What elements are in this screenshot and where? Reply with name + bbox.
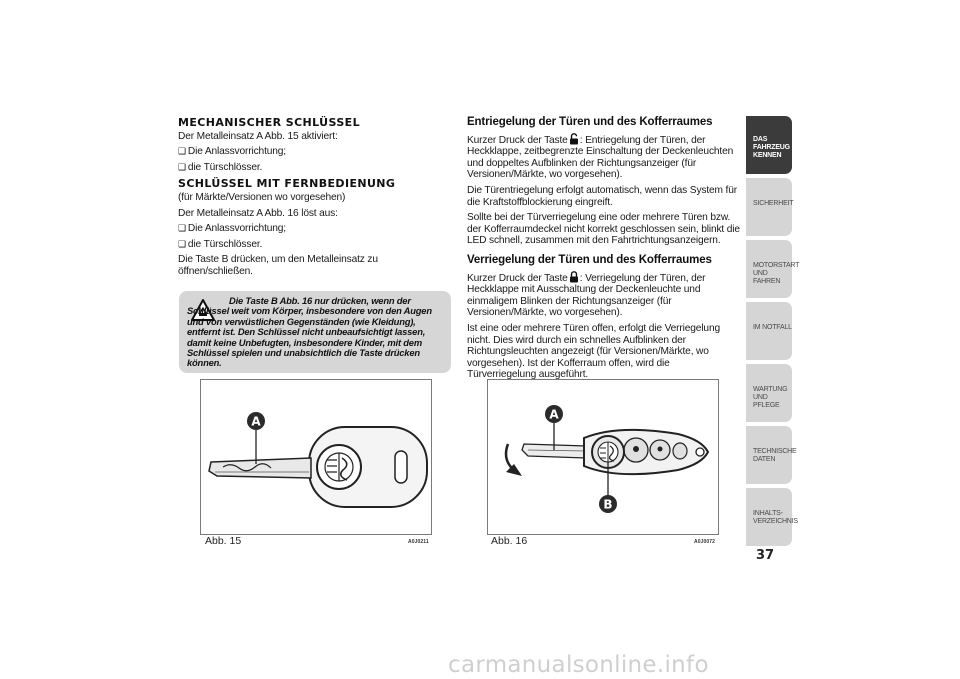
- heading-unlocking: Entriegelung der Türen und des Kofferraumes: [467, 116, 713, 128]
- label-b: B: [603, 497, 613, 512]
- paragraph: (für Märkte/Versionen wo vorgesehen): [178, 191, 346, 203]
- label-a-marker: [545, 405, 563, 423]
- tab-label: TECHNISCHE DATEN: [753, 448, 797, 463]
- paragraph: Sollte bei der Türverriegelung eine oder mehrere Türen bzw. der Kofferraumdeckel nicht korrekt geschlossen sein, blinkt die LED schnell, zusammen mit den Fahrtrichtungsanzeigern.: [467, 212, 740, 247]
- paragraph: Kurzer Druck der Taste : Entriegelung der Türen, der Heckklappe, zeitbegrenzte Einschaltung der Deckenleuchten und doppeltes Aufblinken der Richtungsanzeiger (für Versionen/Märkte, wo vorgesehen).: [467, 134, 734, 181]
- tab-das-fahrzeug-kennen[interactable]: [746, 116, 792, 174]
- remote-key-illustration: [488, 380, 718, 534]
- paragraph: Der Metalleinsatz A Abb. 16 löst aus:: [178, 207, 338, 219]
- tab-label: DAS FAHRZEUG KENNEN: [753, 136, 790, 159]
- tab-im-notfall[interactable]: [746, 302, 792, 360]
- tab-label: MOTORSTART UND FAHREN: [753, 262, 800, 285]
- tab-label: IM NOTFALL: [753, 324, 792, 331]
- figure-15: [200, 379, 432, 535]
- tab-label: SICHERHEIT: [753, 200, 794, 207]
- paragraph: Der Metalleinsatz A Abb. 15 aktiviert:: [178, 130, 338, 142]
- unlock-icon: [569, 133, 579, 145]
- lock-icon: [569, 271, 579, 283]
- paragraph: Die Taste B drücken, um den Metalleinsatz zu öffnen/schließen.: [178, 254, 378, 277]
- figure-16: [487, 379, 719, 535]
- tab-label: INHALTS- VERZEICHNIS: [753, 510, 798, 525]
- bullet-item: ❑ die Türschlösser.: [178, 162, 450, 174]
- heading-remote-key: SCHLÜSSEL MIT FERNBEDIENUNG: [178, 177, 396, 191]
- watermark: carmanualsonline.info: [448, 652, 709, 678]
- tab-wartung-und-pflege[interactable]: [746, 364, 792, 422]
- warning-text: Die Taste B Abb. 16 nur drücken, wenn der Schlüssel weit vom Körper, insbesondere von den Augen und von verwüstlichen Gegenständen (wie Kleidung), entfernt ist. Den Schlüssel nicht unbeaufsichtigt lassen, damit keine Unbefugten, insbesondere Kinder, mit dem Schlüssel spielen und unabsichtlich die Taste drücken können.: [187, 295, 432, 369]
- heading-mechanical-key: MECHANISCHER SCHLÜSSEL: [178, 116, 360, 129]
- label-a: A: [549, 407, 559, 422]
- figure-15-caption: Abb. 15: [205, 535, 242, 547]
- tab-motorstart-und-fahren[interactable]: [746, 240, 800, 298]
- tab-label: WARTUNG UND PFLEGE: [753, 386, 788, 409]
- tab-sicherheit[interactable]: [746, 178, 792, 236]
- label-a-marker: [247, 412, 265, 430]
- mechanical-key-illustration: [201, 380, 431, 534]
- right-column: [467, 117, 741, 385]
- figure-16-caption: Abb. 16: [491, 535, 528, 547]
- tab-inhaltsverzeichnis[interactable]: [746, 488, 798, 546]
- paragraph: Die Türentriegelung erfolgt automatisch, wenn das System für die Kraftstoffblockierung eingreift.: [467, 184, 737, 208]
- chapter-tabs: [746, 116, 800, 550]
- page-number: 37: [756, 548, 775, 563]
- left-column: [178, 117, 450, 282]
- label-b-marker: [599, 495, 617, 513]
- figure-16-code: A0J0072: [694, 539, 715, 545]
- bullet-item: ❑ Die Anlassvorrichtung;: [178, 146, 450, 158]
- warning-box: [179, 291, 451, 373]
- paragraph: Kurzer Druck der Taste : Verriegelung der Türen, der Heckklappe mit Ausschaltung der Deckenleuchte und einmaligem Blinken der Richtungsanzeiger (für Versionen/Märkte, wo vorgesehen).: [467, 272, 706, 319]
- paragraph: Ist eine oder mehrere Türen offen, erfolgt die Verriegelung nicht. Dies wird durch ein schnelles Aufblinken der Richtungsleuchten angezeigt (für Versionen/Märkte, wo vorgesehen). Ist der Kofferraum offen, wird die Türverriegelung ausgeführt.: [467, 322, 720, 381]
- bullet-item: ❑ Die Anlassvorrichtung;: [178, 223, 450, 235]
- bullet-item: ❑ die Türschlösser.: [178, 239, 450, 251]
- alfa-romeo-logo-icon: [317, 445, 361, 489]
- tab-technische-daten[interactable]: [746, 426, 797, 484]
- heading-locking: Verriegelung der Türen und des Kofferraumes: [467, 253, 712, 266]
- label-a: A: [251, 414, 261, 429]
- figure-15-code: A0J0211: [408, 539, 429, 545]
